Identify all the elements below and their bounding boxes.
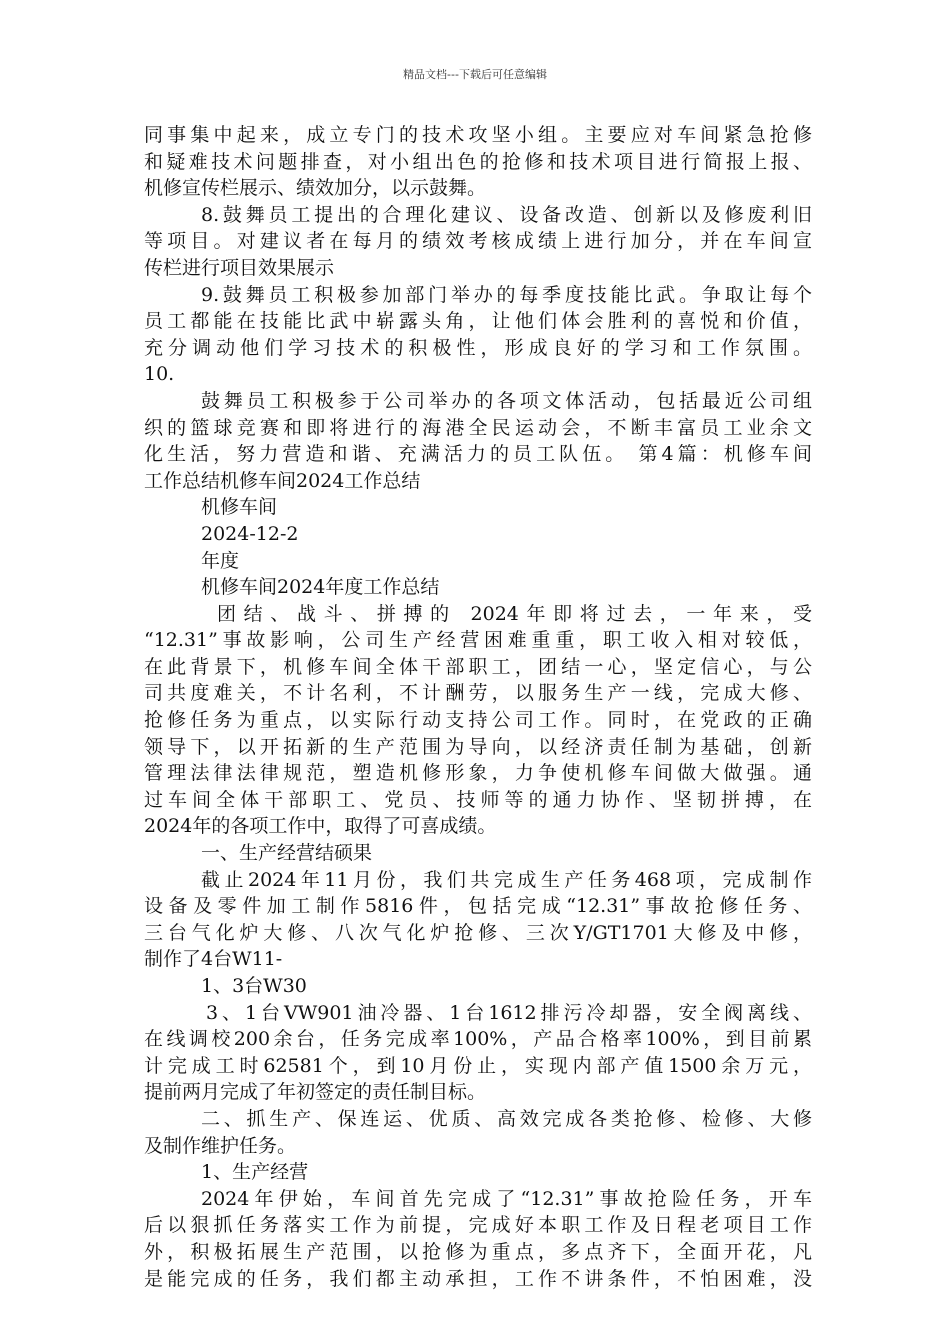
- text-line: 1、生产经营: [201, 1161, 309, 1184]
- text-line: 制作了4台W11-: [144, 948, 283, 971]
- text-line: 团结、战斗、拼搏的 2024年即将过去，一年来，受: [217, 602, 812, 625]
- text-line: 9.鼓舞员工积极参加部门举办的每季度技能比武。争取让每个: [201, 283, 812, 306]
- text-line: 等项目。对建议者在每月的绩效考核成绩上进行加分，并在车间宣: [144, 230, 812, 253]
- text-line: 一、生产经营结硕果: [201, 842, 373, 865]
- text-line: “12.31”事故影响，公司生产经营困难重重，职工收入相对较低，: [144, 629, 812, 652]
- text-line: 2024年的各项工作中，取得了可喜成绩。: [144, 815, 497, 838]
- text-line: 鼓舞员工积极参于公司举办的各项文体活动，包括最近公司组: [201, 389, 812, 412]
- text-line: 及制作维护任务。: [144, 1134, 297, 1157]
- text-line: 在线调校200余台，任务完成率100%，产品合格率100%，到目前累: [144, 1028, 812, 1051]
- text-line: 计完成工时62581个，到10月份止，实现内部产值1500余万元，: [144, 1054, 812, 1077]
- text-line: 外，积极拓展生产范围，以抢修为重点，多点齐下，全面开花，凡: [144, 1240, 812, 1263]
- text-line: 二、抓生产、保连运、优质、高效完成各类抢修、检修、大修: [201, 1107, 812, 1130]
- text-line: 工作总结机修车间2024工作总结: [144, 469, 421, 492]
- text-line: 机修车间2024年度工作总结: [201, 576, 440, 599]
- text-line: 同事集中起来，成立专门的技术攻坚小组。主要应对车间紧急抢修: [144, 124, 812, 146]
- text-line: 员工都能在技能比武中崭露头角，让他们体会胜利的喜悦和价值，: [144, 310, 812, 333]
- text-line: 三台气化炉大修、八次气化炉抢修、三次Y/GT1701大修及中修，: [144, 921, 812, 944]
- text-line: 是能完成的任务，我们都主动承担，工作不讲条件，不怕困难，没: [144, 1267, 812, 1290]
- text-line: 2024-12-2: [201, 522, 299, 545]
- text-line: 在此背景下，机修车间全体干部职工，团结一心，坚定信心，与公: [144, 655, 812, 678]
- text-line: 3、1台VW901油冷器、1台1612排污冷却器，安全阀离线、: [206, 1001, 812, 1024]
- text-line: 领导下，以开拓新的生产范围为导向，以经济责任制为基础，创新: [144, 735, 812, 758]
- text-line: 提前两月完成了年初签定的责任制目标。: [144, 1081, 487, 1104]
- text-line: 和疑难技术问题排查，对小组出色的抢修和技术项目进行简报上报、: [144, 150, 812, 173]
- text-line: 织的篮球竞赛和即将进行的海港全民运动会，不断丰富员工业余文: [144, 416, 812, 439]
- text-line: 后以狠抓任务落实工作为前提，完成好本职工作及日程老项目工作: [144, 1214, 812, 1237]
- text-line: 化生活，努力营造和谐、充满活力的员工队伍。 第4篇：机修车间: [144, 443, 812, 466]
- text-line: 机修宣传栏展示、绩效加分，以示鼓舞。: [144, 177, 487, 200]
- text-line: 机修车间: [201, 496, 278, 519]
- text-line: 10.: [144, 363, 175, 386]
- text-line: 1、3台W30: [201, 975, 307, 997]
- text-line: 年度: [201, 549, 240, 572]
- text-line: 过车间全体干部职工、党员、技师等的通力协作、坚韧拼搏，在: [144, 788, 812, 811]
- text-line: 管理法律法律规范，塑造机修形象，力争使机修车间做大做强。通: [144, 762, 812, 785]
- text-line: 抢修任务为重点，以实际行动支持公司工作。同时，在党政的正确: [144, 709, 812, 732]
- text-line: 8.鼓舞员工提出的合理化建议、设备改造、创新以及修废利旧: [201, 203, 812, 226]
- text-line: 2024年伊始，车间首先完成了“12.31”事故抢险任务，开车: [201, 1187, 812, 1210]
- text-line: 充分调动他们学习技术的积极性，形成良好的学习和工作氛围。: [144, 336, 812, 359]
- text-line: 截止2024年11月份，我们共完成生产任务468项，完成制作: [201, 868, 812, 891]
- text-line: 传栏进行项目效果展示: [144, 256, 335, 279]
- document-body: [144, 122, 812, 1292]
- text-line: 设备及零件加工制作5816件，包括完成“12.31”事故抢修任务、: [144, 895, 812, 918]
- page-header: 精品文档---下载后可任意编辑: [403, 68, 547, 81]
- text-line: 司共度难关，不计名利，不计酬劳，以服务生产一线，完成大修、: [144, 682, 812, 705]
